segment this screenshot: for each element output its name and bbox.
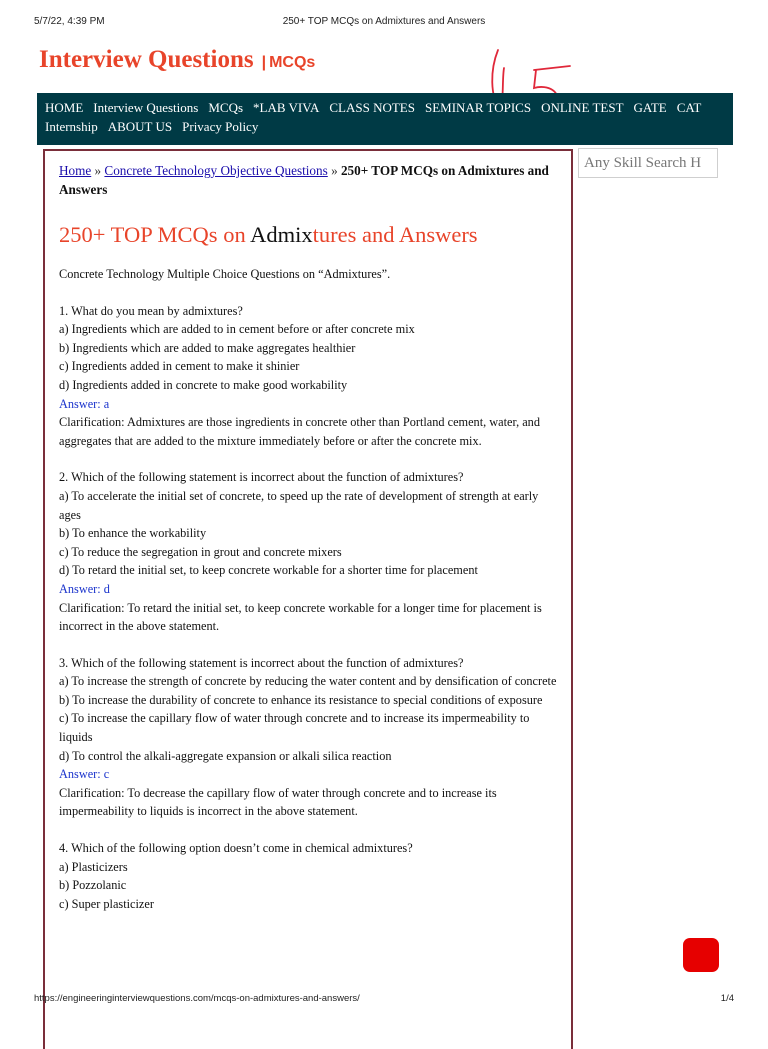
question-option: b) To enhance the workability xyxy=(59,526,207,541)
footer-url: https://engineeringinterviewquestions.com/mcqs-on-admixtures-and-answers/ xyxy=(34,993,360,1004)
question-text: 4. Which of the following option doesn’t come in chemical admixtures? xyxy=(59,841,413,856)
main-nav xyxy=(37,93,733,145)
nav-item-lab-viva[interactable]: *LAB VIVA xyxy=(253,100,320,115)
breadcrumb xyxy=(59,161,557,199)
question-option: c) Ingredients added in cement to make it shinier xyxy=(59,359,300,374)
nav-item-internship[interactable]: Internship xyxy=(45,119,98,134)
question-option: c) To increase the capillary flow of water through concrete and to increase its impermeability to liquids xyxy=(59,711,530,745)
page-title-part1: 250+ TOP MCQs on xyxy=(59,222,251,247)
nav-item-interview-questions[interactable]: Interview Questions xyxy=(93,100,199,115)
breadcrumb-separator: » xyxy=(331,163,338,178)
nav-item-mcqs[interactable]: MCQs xyxy=(208,100,244,115)
nav-item-gate[interactable]: GATE xyxy=(633,100,667,115)
question-option: d) To retard the initial set, to keep concrete workable for a shorter time for placement xyxy=(59,563,478,578)
breadcrumb-home-link[interactable]: Home xyxy=(59,163,92,178)
question-option: d) To control the alkali-aggregate expansion or alkali silica reaction xyxy=(59,748,392,763)
brand-subtitle: MCQs xyxy=(269,54,316,71)
page-title-part2: Admix xyxy=(250,222,313,247)
breadcrumb-category-link[interactable]: Concrete Technology Objective Questions xyxy=(104,163,328,178)
floating-action-button[interactable] xyxy=(683,938,719,972)
brand-separator: | xyxy=(261,54,267,71)
answer-text: Answer: a xyxy=(59,396,110,411)
intro-text: Concrete Technology Multiple Choice Questions on “Admixtures”. xyxy=(59,267,391,281)
search-input[interactable] xyxy=(578,148,718,178)
nav-item-cat[interactable]: CAT xyxy=(676,100,702,115)
question-option: b) Pozzolanic xyxy=(59,878,127,893)
print-header xyxy=(34,16,734,32)
clarification-text: Clarification: Admixtures are those ingredients in concrete other than Portland cement, water, and aggregates that are added to the mixture immediately before or after the concrete mix. xyxy=(59,415,540,448)
question-block xyxy=(59,839,557,913)
clarification-text: Clarification: To retard the initial set, to keep concrete workable for a longer time for placement is incorrect in the above statement. xyxy=(59,600,542,634)
nav-item-about-us[interactable]: ABOUT US xyxy=(107,119,173,134)
question-option: b) Ingredients which are added to make aggregates healthier xyxy=(59,340,356,355)
breadcrumb-separator: » xyxy=(94,163,102,178)
nav-item-online-test[interactable]: ONLINE TEST xyxy=(541,100,624,115)
answer-text: Answer: c xyxy=(59,767,110,782)
site-logo[interactable] xyxy=(39,46,315,74)
page-title-part3: tures and Answers xyxy=(312,222,478,247)
footer-page-number: 1/4 xyxy=(720,993,734,1004)
question-block xyxy=(59,302,557,451)
nav-item-home[interactable]: HOME xyxy=(45,100,84,115)
question-option: c) Super plasticizer xyxy=(59,896,154,911)
question-option: a) Ingredients which are added to in cement before or after concrete mix xyxy=(59,322,415,337)
question-option: a) To increase the strength of concrete by reducing the water content and by densification of concrete xyxy=(59,674,557,689)
page-title xyxy=(59,221,557,249)
nav-list xyxy=(37,93,733,136)
breadcrumb-current: 250+ TOP MCQs on Admixtures and Answers xyxy=(59,163,549,197)
question-option: d) Ingredients added in concrete to make good workability xyxy=(59,377,348,392)
question-option: c) To reduce the segregation in grout and concrete mixers xyxy=(59,544,342,559)
question-text: 1. What do you mean by admixtures? xyxy=(59,303,243,318)
question-option: b) To increase the durability of concrete to enhance its resistance to special conditions of exposure xyxy=(59,692,543,707)
nav-item-seminar-topics[interactable]: SEMINAR TOPICS xyxy=(424,100,532,115)
question-option: a) Plasticizers xyxy=(59,859,128,874)
question-text: 2. Which of the following statement is incorrect about the function of admixtures? xyxy=(59,470,464,485)
nav-item-privacy-policy[interactable]: Privacy Policy xyxy=(182,119,259,134)
question-option: a) To accelerate the initial set of concrete, to speed up the rate of development of strength at early ages xyxy=(59,488,539,522)
question-block xyxy=(59,468,557,635)
question-text: 3. Which of the following statement is incorrect about the function of admixtures? xyxy=(59,655,464,670)
answer-text: Answer: d xyxy=(59,581,110,596)
clarification-text: Clarification: To decrease the capillary flow of water through concrete and to increase its impermeability to liquids is incorrect in the above statement. xyxy=(59,785,497,819)
question-block xyxy=(59,654,557,821)
question-list xyxy=(59,302,557,914)
nav-item-class-notes[interactable]: CLASS NOTES xyxy=(329,100,415,115)
article xyxy=(43,149,573,1049)
site-name: Interview Questions xyxy=(39,46,254,73)
print-datetime: 5/7/22, 4:39 PM xyxy=(34,16,105,27)
print-title: 250+ TOP MCQs on Admixtures and Answers xyxy=(282,16,486,27)
